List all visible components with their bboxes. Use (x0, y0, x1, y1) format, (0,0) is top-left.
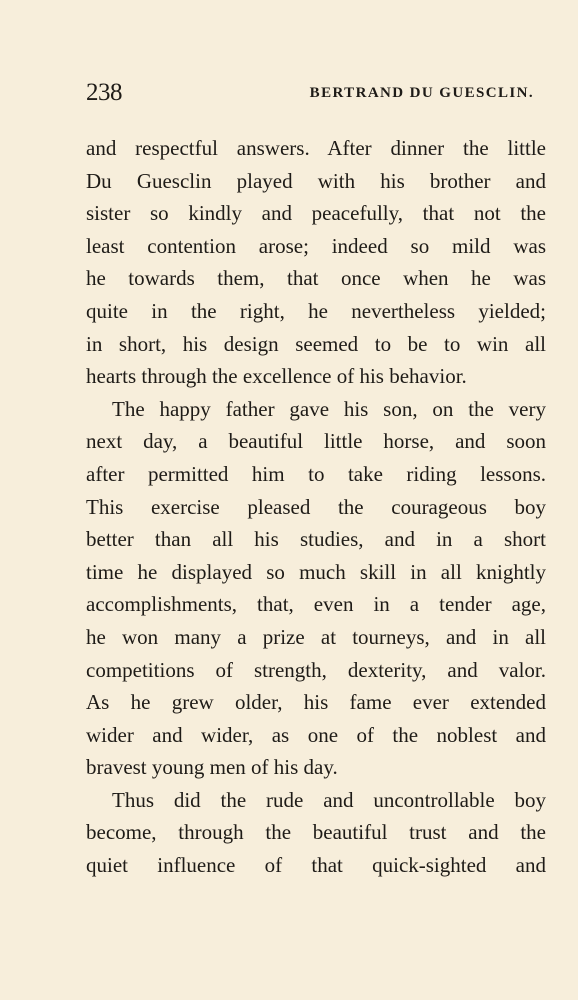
body-text (86, 132, 546, 882)
text-line: Thus did the rude and uncontrollable boy (112, 787, 546, 812)
running-head: BERTRAND DU GUESCLIN. (309, 85, 534, 101)
text-line: least contention arose; indeed so mild was (86, 233, 546, 258)
text-line: accomplishments, that, even in a tender age, (86, 592, 546, 617)
text-line: hearts through the excellence of his behavior. (86, 364, 467, 389)
text-line: better than all his studies, and in a short (86, 527, 546, 552)
text-line: and respectful answers. After dinner the little (86, 136, 546, 160)
text-line: sister so kindly and peacefully, that not the (86, 201, 546, 226)
text-line: competitions of strength, dexterity, and valor. (86, 657, 546, 682)
text-line: time he displayed so much skill in all knightly (86, 559, 546, 584)
text-line: after permitted him to take riding lessons. (86, 461, 546, 486)
text-line: become, through the beautiful trust and the (86, 820, 546, 845)
page-number: 238 (86, 79, 122, 106)
text-line: This exercise pleased the courageous boy (86, 494, 546, 519)
text-line: he towards them, that once when he was (86, 266, 546, 291)
text-line: next day, a beautiful little horse, and soon (86, 429, 546, 454)
text-line: quiet influence of that quick-sighted and (86, 853, 546, 878)
text-line: The happy father gave his son, on the very (112, 396, 546, 421)
text-line: bravest young men of his day. (86, 755, 338, 780)
text-line: As he grew older, his fame ever extended (86, 690, 546, 715)
page-header (86, 78, 546, 108)
text-line: in short, his design seemed to be to win all (86, 331, 546, 356)
text-line: Du Guesclin played with his brother and (86, 168, 546, 193)
text-line: wider and wider, as one of the noblest and (86, 722, 546, 747)
text-line: quite in the right, he nevertheless yielded; (86, 298, 546, 323)
text-line: he won many a prize at tourneys, and in all (86, 624, 546, 649)
